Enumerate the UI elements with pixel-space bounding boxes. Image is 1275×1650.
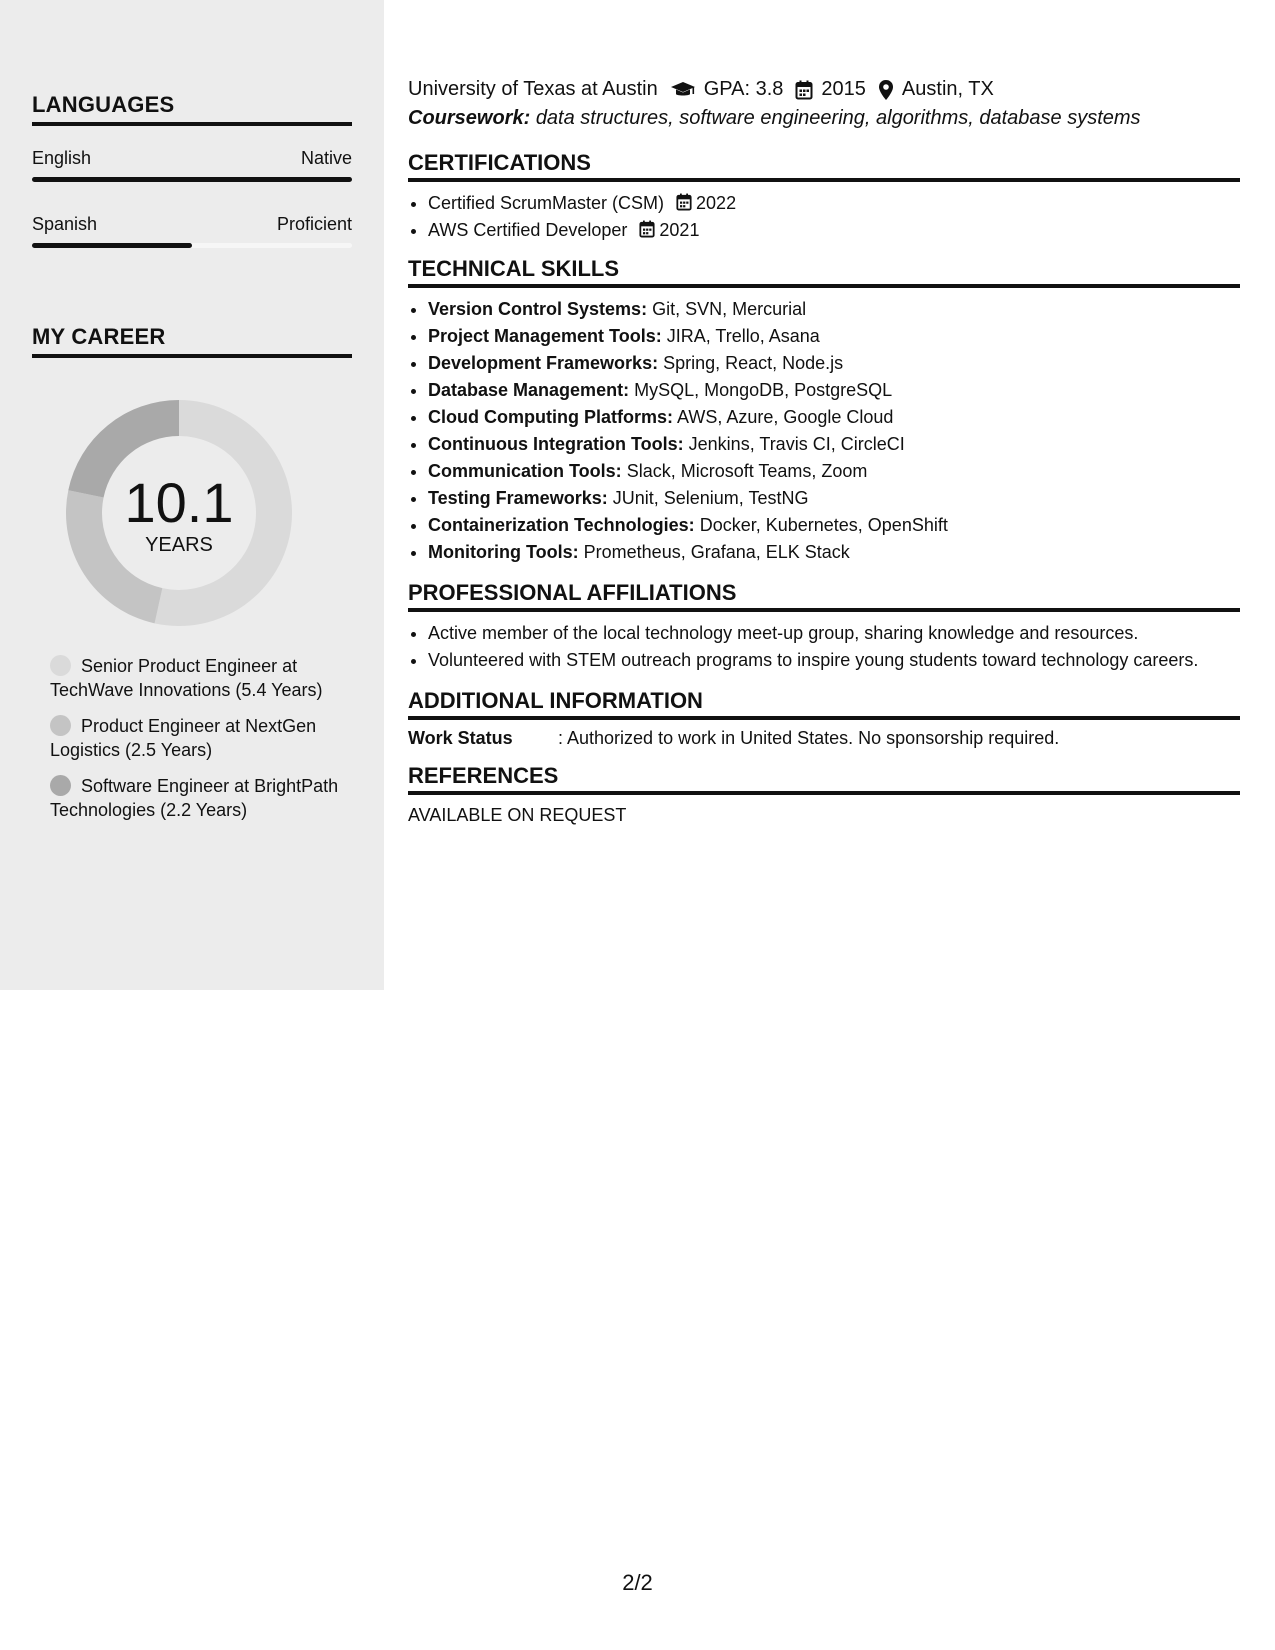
skill-label: Database Management:: [428, 380, 630, 400]
skill-value: Slack, Microsoft Teams, Zoom: [626, 461, 868, 481]
affiliations-title: PROFESSIONAL AFFILIATIONS: [408, 580, 1240, 612]
education-line: [408, 78, 1240, 101]
language-item: [32, 214, 352, 248]
certifications-list: [408, 190, 1240, 244]
language-name: English: [32, 148, 92, 168]
education-coursework: [408, 107, 1240, 130]
skill-item: [428, 485, 1240, 512]
language-level: Proficient: [276, 214, 352, 234]
skill-label: Project Management Tools:: [428, 326, 662, 346]
languages-title: LANGUAGES: [32, 92, 352, 126]
references-text: AVAILABLE ON REQUEST: [408, 805, 627, 825]
career-legend-item: [50, 774, 340, 822]
language-item: [32, 148, 352, 182]
affiliations-section: [408, 580, 1240, 674]
skill-item: [428, 431, 1240, 458]
work-status-label: Work Status: [408, 728, 513, 748]
career-total-unit: YEARS: [145, 534, 213, 556]
affiliation-item: • Active member of the local technology meet-up group, sharing knowledge and resources.: [428, 620, 1240, 647]
legend-dot: [50, 715, 71, 736]
skill-item: [428, 458, 1240, 485]
skill-label: Monitoring Tools:: [428, 542, 579, 562]
skills-section: [408, 256, 1240, 566]
certifications-section: [408, 150, 1240, 244]
affiliation-item: • Volunteered with STEM outreach programs to inspire young students toward technology careers.: [428, 647, 1240, 674]
skill-label: Continuous Integration Tools:: [428, 434, 684, 454]
career-legend-label: Senior Product Engineer at TechWave Innovations (5.4 Years): [50, 656, 323, 700]
calendar-icon: [676, 193, 692, 211]
legend-dot: [50, 655, 71, 676]
map-pin-icon: [878, 79, 894, 101]
language-proficiency-fill: [32, 243, 192, 248]
graduation-cap-icon: [670, 80, 696, 100]
skill-item: [428, 323, 1240, 350]
skill-label: Development Frameworks:: [428, 353, 659, 373]
skill-value: MySQL, MongoDB, PostgreSQL: [634, 380, 893, 400]
references-title: REFERENCES: [408, 763, 1240, 795]
language-proficiency-bar: [32, 243, 352, 248]
career-donut-chart: [64, 398, 294, 628]
education-year: 2015: [821, 78, 866, 100]
skill-item: [428, 539, 1240, 566]
skill-value: Jenkins, Travis CI, CircleCI: [688, 434, 905, 454]
skill-item: [428, 350, 1240, 377]
skill-item: [428, 377, 1240, 404]
main-content: [408, 78, 1240, 826]
skills-title: TECHNICAL SKILLS: [408, 256, 1240, 288]
affiliations-list: [408, 620, 1240, 674]
career-title: MY CAREER: [32, 324, 352, 358]
coursework-label: Coursework:: [408, 107, 531, 129]
certification-name: Certified ScrumMaster (CSM): [428, 193, 665, 213]
certification-item: [428, 217, 1240, 244]
skill-label: Testing Frameworks:: [428, 488, 608, 508]
calendar-icon: [795, 80, 813, 100]
work-status-row: [408, 728, 1240, 749]
sidebar: [0, 0, 384, 990]
skill-item: [428, 404, 1240, 431]
language-name: Spanish: [32, 214, 98, 234]
coursework-text: data structures, software engineering, algorithms, database systems: [535, 107, 1141, 129]
education-school: University of Texas at Austin: [408, 78, 658, 100]
career-legend-label: Product Engineer at NextGen Logistics (2.5 Years): [50, 716, 317, 760]
skill-value: JUnit, Selenium, TestNG: [612, 488, 809, 508]
skill-item: [428, 512, 1240, 539]
skill-label: Cloud Computing Platforms:: [428, 407, 673, 427]
career-total-years: 10.1: [124, 471, 234, 534]
sidebar-content: [32, 92, 352, 834]
career-legend-item: [50, 714, 340, 762]
language-level: Native: [300, 148, 352, 168]
legend-dot: [50, 775, 71, 796]
career-legend: [50, 654, 340, 822]
education-gpa: GPA: 3.8: [703, 78, 784, 100]
references-section: [408, 763, 1240, 826]
certifications-title: CERTIFICATIONS: [408, 150, 1240, 182]
skill-label: Communication Tools:: [428, 461, 622, 481]
additional-title: ADDITIONAL INFORMATION: [408, 688, 1240, 720]
language-proficiency-bar: [32, 177, 352, 182]
skill-value: Spring, React, Node.js: [663, 353, 844, 373]
education-location: Austin, TX: [901, 78, 994, 100]
certification-year: 2022: [696, 193, 737, 213]
skill-item: [428, 296, 1240, 323]
skill-value: Git, SVN, Mercurial: [652, 299, 807, 319]
calendar-icon: [639, 220, 655, 238]
certification-item: [428, 190, 1240, 217]
skill-value: Docker, Kubernetes, OpenShift: [699, 515, 948, 535]
language-proficiency-fill: [32, 177, 352, 182]
skills-list: [408, 296, 1240, 566]
page-number: 2/2: [622, 1570, 653, 1595]
work-status-value: : Authorized to work in United States. No sponsorship required.: [558, 728, 1060, 748]
certification-name: AWS Certified Developer: [428, 220, 628, 240]
skill-value: Prometheus, Grafana, ELK Stack: [583, 542, 850, 562]
career-legend-label: Software Engineer at BrightPath Technologies (2.2 Years): [50, 776, 339, 820]
additional-section: [408, 688, 1240, 749]
skill-label: Containerization Technologies:: [428, 515, 695, 535]
career-legend-item: [50, 654, 340, 702]
certification-year: 2021: [659, 220, 700, 240]
skill-label: Version Control Systems:: [428, 299, 648, 319]
skill-value: JIRA, Trello, Asana: [666, 326, 820, 346]
skill-value: AWS, Azure, Google Cloud: [677, 407, 894, 427]
